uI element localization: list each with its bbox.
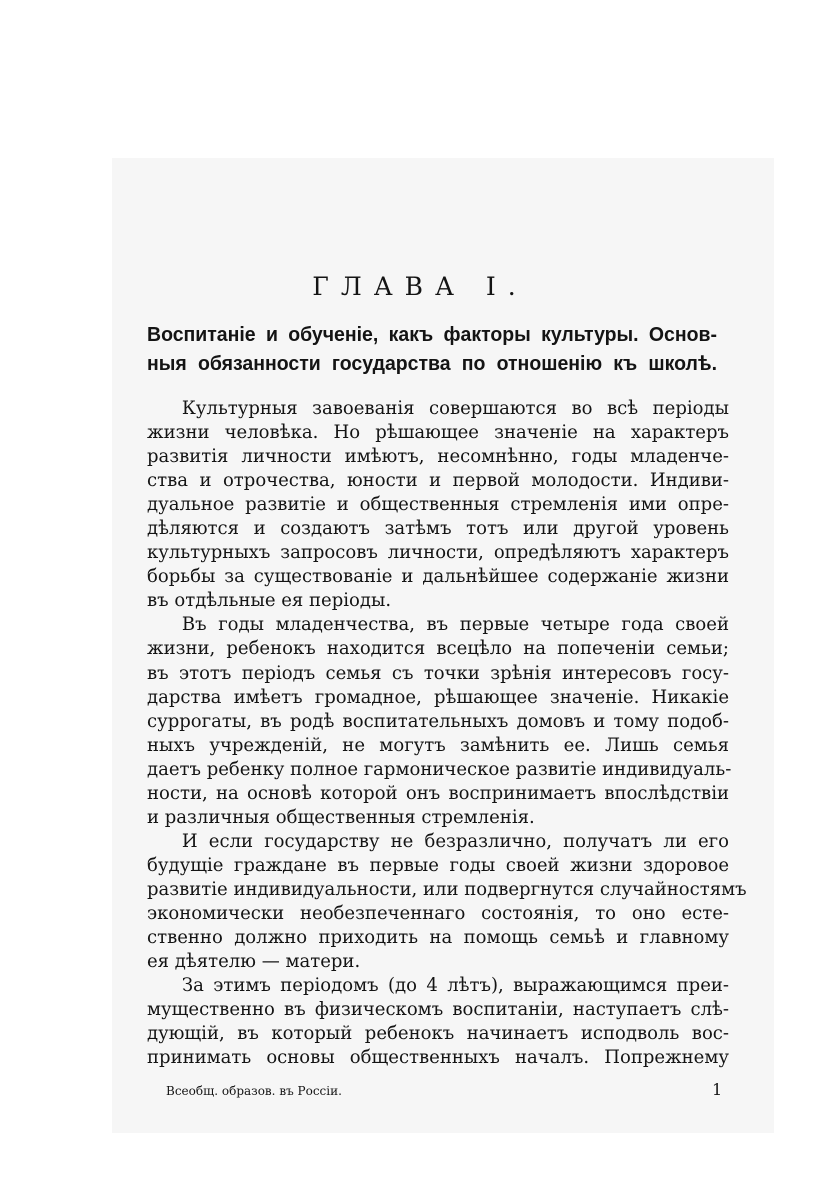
text-line: За этимъ періодомъ (до 4 лѣтъ), выражающимся преи-	[181, 975, 730, 997]
text-line: ея дѣятелю — матери.	[147, 951, 361, 973]
text-line: жизни человѣка. Но рѣшающее значеніе на характеръ	[147, 422, 729, 444]
subtitle-line: ныя обязанности государства по отношенію къ школѣ.	[147, 352, 717, 375]
text-line: Въ годы младенчества, въ первые четыре года своей	[181, 614, 730, 636]
text-line: даетъ ребенку полное гармоническое развитіе индивидуаль-	[147, 758, 732, 780]
text-line: развитіе индивидуальности, или подвергнутся случайностямъ	[147, 878, 747, 900]
text-line: развитія личности имѣютъ, несомнѣнно, годы младенче-	[147, 446, 729, 468]
body-text	[147, 397, 747, 1070]
chapter-heading: ГЛАВА I.	[312, 272, 528, 301]
text-line: суррогаты, въ родѣ воспитательныхъ домовъ и тому подоб-	[147, 710, 729, 732]
text-line: ныхъ учрежденій, не могутъ замѣнить ее. Лишь семья	[147, 734, 729, 756]
text-line: ности, на основѣ которой онъ воспринимаетъ впослѣдствіи	[147, 782, 729, 804]
text-line: въ отдѣльные ея періоды.	[147, 590, 392, 612]
text-line: дующій, въ который ребенокъ начинаетъ исподволь вос-	[147, 1023, 729, 1045]
text-line: въ этотъ періодъ семья съ точки зрѣнія интересовъ госу-	[147, 662, 729, 684]
text-line: будущіе граждане въ первые годы своей жизни здоровое	[147, 854, 729, 876]
text-line: культурныхъ запросовъ личности, опредѣляютъ характеръ	[147, 542, 729, 564]
text-line: экономически необезпеченнаго состоянія, то оно есте-	[147, 902, 729, 924]
text-line: принимать основы общественныхъ началъ. Попрежнему	[147, 1047, 729, 1069]
text-line: жизни, ребенокъ находится всецѣло на попеченіи семьи;	[147, 638, 729, 660]
text-line: и различныя общественныя стремленія.	[147, 806, 535, 828]
text-line: дуальное развитіе и общественныя стремленія ими опре-	[147, 494, 729, 516]
text-line: Культурныя завоеванія совершаются во всѣ періоды	[181, 398, 730, 419]
subtitle-line: Воспитаніе и обученіе, какъ факторы культуры. Основ-	[147, 323, 717, 346]
text-line: ства и отрочества, юности и первой молодости. Индиви-	[147, 470, 729, 492]
page-signature: Всеобщ. образов. въ Россіи.	[166, 1084, 342, 1098]
text-line: дарства имѣетъ громадное, рѣшающее значеніе. Никакіе	[147, 686, 729, 708]
page-number: 1	[712, 1080, 723, 1099]
text-line: мущественно въ физическомъ воспитаніи, наступаетъ слѣ-	[147, 999, 729, 1021]
chapter-subtitle	[147, 320, 717, 378]
text-line: дѣляются и создаютъ затѣмъ тотъ или другой уровень	[147, 518, 729, 540]
text-line: ственно должно приходить на помощь семьѣ и главному	[147, 927, 729, 949]
text-line: И если государству не безразлично, получатъ ли его	[181, 830, 730, 852]
text-line: борьбы за существованіе и дальнѣйшее содержаніе жизни	[147, 566, 729, 588]
